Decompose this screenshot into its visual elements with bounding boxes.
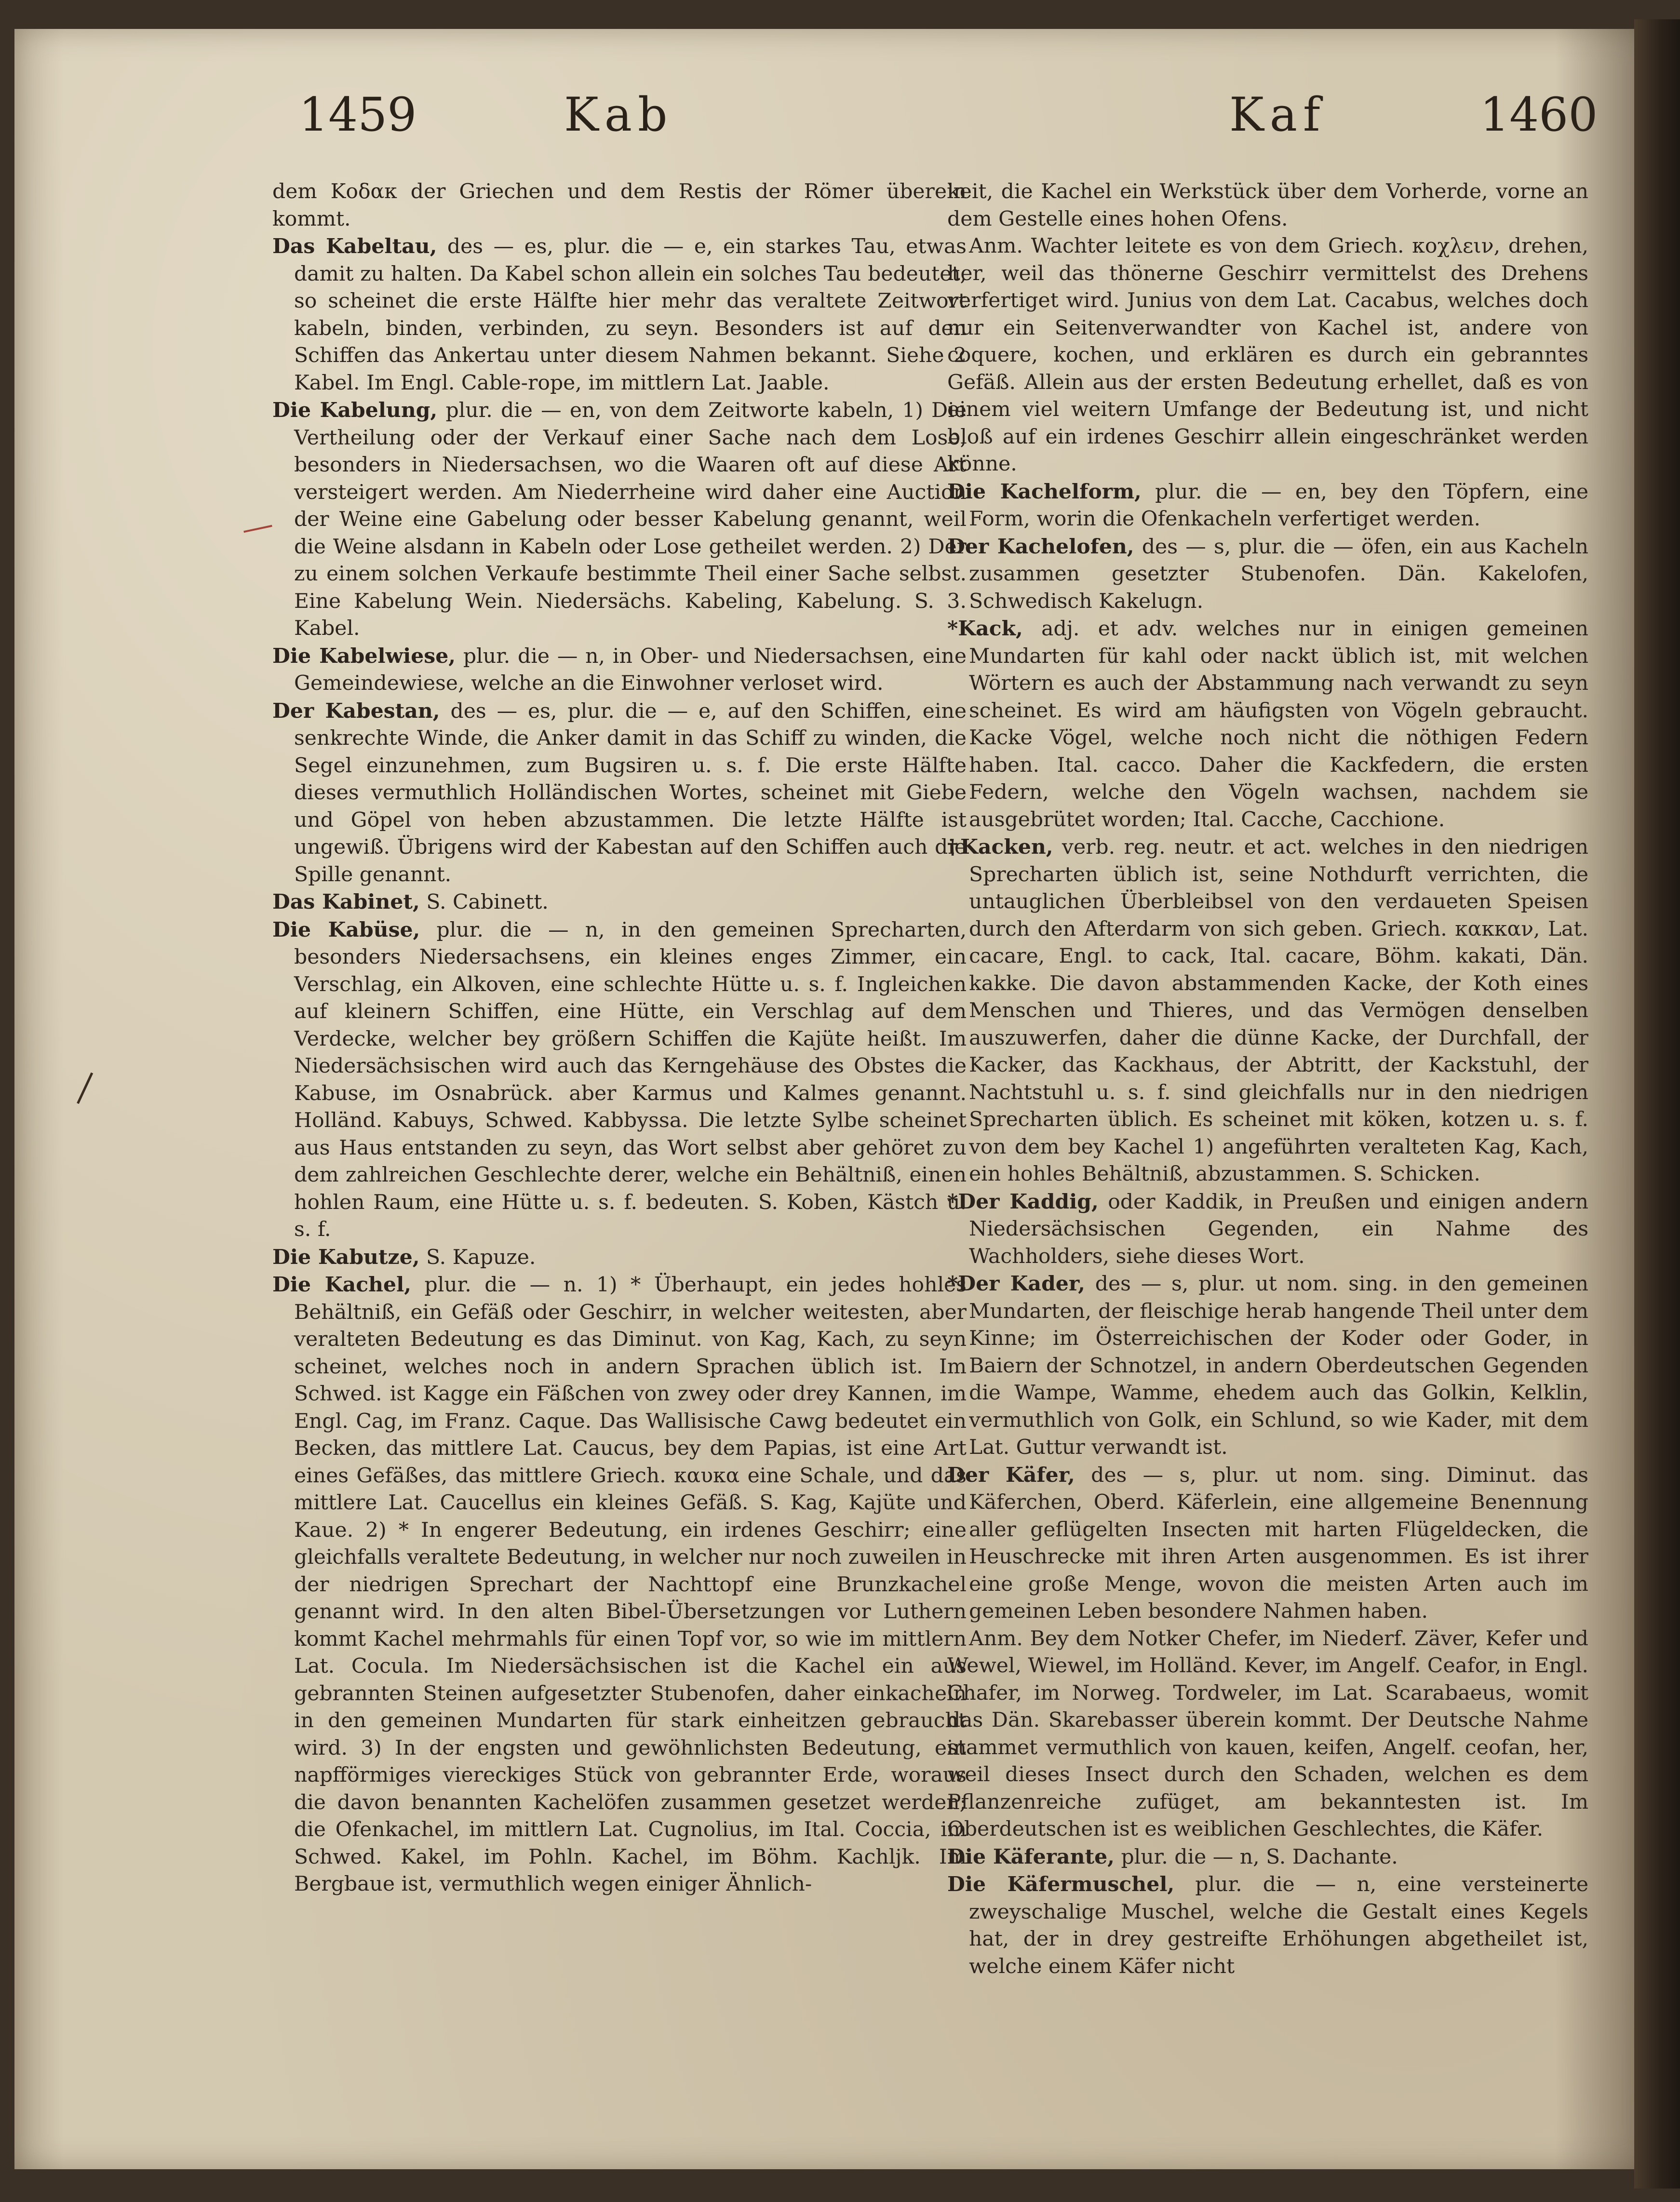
entry-headword: Die Kabelwiese, [272, 644, 456, 668]
entry-definition: des — es, plur. die — e, auf den Schiffen, eine senkrechte Winde, die Anker damit in das Schiff zu winden, die Segel einzunehmen, zum Bugsiren u. s. f. Die erste Hälfte dieses vermuthlich Holländischen Wortes, scheinet mit Giebe und Göpel von heben abzustammen. Die letzte Hälfte ist ungewiß. Übrigens wird der Kabestan auf den Schiffen auch die Spille genannt. [294, 699, 967, 886]
dictionary-entry [272, 698, 967, 889]
entry-definition: oder Kaddik, in Preußen und einigen andern Niedersächsischen Gegenden, ein Nahme des Wachholders, siehe dieses Wort. [969, 1190, 1588, 1268]
entry-headword: Die Kachelform, [947, 479, 1142, 504]
entry-definition: des — es, plur. die — e, ein starkes Tau, etwas damit zu halten. Da Kabel schon allein ein solches Tau bedeutet, so scheinet die erste Hälfte hier mehr das veraltete Zeitwort kabeln, binden, verbinden, zu seyn. Besonders ist auf den Schiffen das Ankertau unter diesem Nahmen bekannt. Siehe 2 Kabel. Im Engl. Cable-rope, im mittlern Lat. Jaable. [294, 235, 967, 395]
dictionary-entry [947, 478, 1588, 533]
entry-headword: *Kack, [947, 617, 1023, 641]
dictionary-entry [947, 1462, 1588, 1625]
dictionary-entry [272, 888, 967, 916]
adjacent-page-edge [1634, 19, 1680, 2189]
entry-definition: plur. die — n. 1) * Überhaupt, ein jedes hohles Behältniß, ein Gefäß oder Geschirr, in welcher weitesten, aber veralteten Bedeutung es das Diminut. von Kag, Kach, zu seyn scheinet, welches noch in andern Sprachen üblich ist. Im Schwed. ist Kagge ein Fäßchen von zwey oder drey Kannen, im Engl. Cag, im Franz. Caque. Das Wallisische Cawg bedeutet ein Becken, das mittlere Lat. Caucus, bey dem Papias, ist eine Art eines Gefäßes, das mittlere Griech. καυκα eine Schale, und das mittlere Lat. Caucellus ein kleines Gefäß. S. Kag, Kajüte und Kaue. 2) * In engerer Bedeutung, ein irdenes Geschirr; eine gleichfalls veraltete Bedeutung, in welcher nur noch zuweilen in der niedrigen Sprechart der Nachttopf eine Brunzkachel genannt wird. In den alten Bibel-Übersetzungen vor Luthern kommt Kachel mehrmahls für einen Topf vor, so wie im mittlern Lat. Cocula. Im Niedersächsischen ist die Kachel ein aus gebrannten Steinen aufgesetzter Stubenofen, daher einkacheln in den gemeinen Mundarten für stark einheitzen gebraucht wird. 3) In der engsten und gewöhnlichsten Bedeutung, ein napfförmiges viereckiges Stück von gebrannter Erde, woraus die davon benannten Kachelöfen zusammen gesetzet werden; die Ofenkachel, im mittlern Lat. Cugnolius, im Ital. Coccia, im Schwed. Kakel, im Pohln. Kachel, im Böhm. Kachljk. Im Bergbaue ist, vermuthlich wegen einiger Ähnlich- [294, 1273, 967, 1896]
entry-headword: Die Kabüse, [272, 917, 420, 942]
dictionary-entry [272, 397, 967, 643]
entry-headword: Der Kachelofen, [947, 534, 1134, 559]
entry-headword: *Der Kaddig, [947, 1189, 1099, 1214]
entry-definition: verb. reg. neutr. et act. welches in den niedrigen Sprecharten üblich ist, seine Nothdurft verrichten, die untauglichen Überbleibsel von den verdaueten Speisen durch den Afterdarm von sich geben. Griech. κακκαν, Lat. cacare, Engl. to cack, Ital. cacare, Böhm. kakati, Dän. kakke. Die davon abstammenden Kacke, der Koth eines Menschen und Thieres, und das Vermögen denselben auszuwerfen, daher die dünne Kacke, der Durchfall, der Kacker, das Kackhaus, der Abtritt, der Kackstuhl, der Nachtstuhl u. s. f. sind gleichfalls nur in den niedrigen Sprecharten üblich. Es scheinet mit köken, kotzen u. s. f. von dem bey Kachel 1) angeführten veralteten Kag, Kach, ein hohles Behältniß, abzustammen. S. Schicken. [969, 835, 1588, 1186]
dictionary-entry [947, 1270, 1588, 1462]
right-running-head: Kaf [1229, 88, 1326, 142]
right-page-number: 1460 [1480, 88, 1598, 142]
annotation-paragraph: Anm. Bey dem Notker Chefer, im Niederf. Zäver, Kefer und Wewel, Wiewel, im Holländ. Kever, im Angelf. Ceafor, in Engl. Chafer, im Norweg. Tordweler, im Lat. Scarabaeus, womit das Dän. Skarebasser überein kommt. Der Deutsche Nahme stammet vermuthlich von kauen, keifen, Angelf. ceofan, her, weil dieses Insect durch den Schaden, welchen es dem Pflanzenreiche zufüget, am bekanntesten ist. Im Oberdeutschen ist es weiblichen Geschlechtes, die Käfer. [947, 1626, 1588, 1841]
entry-headword: Die Käferante, [947, 1844, 1115, 1869]
entry-definition: plur. die — n, in den gemeinen Sprecharten, besonders Niedersachsens, ein kleines enges Zimmer, ein Verschlag, ein Alkoven, eine schlechte Hütte u. s. f. Ingleichen auf kleinern Schiffen, eine Hütte, ein Verschlag auf dem Verdecke, welcher bey größern Schiffen die Kajüte heißt. Im Niedersächsischen wird auch das Kerngehäuse des Obstes die Kabuse, im Osnabrück. aber Karmus und Kalmes genannt. Holländ. Kabuys, Schwed. Kabbyssa. Die letzte Sylbe scheinet aus Haus entstanden zu seyn, das Wort selbst aber gehöret zu dem zahlreichen Geschlechte derer, welche ein Behältniß, einen hohlen Raum, eine Hütte u. s. f. bedeuten. S. Koben, Kästch u. s. f. [294, 918, 967, 1241]
left-page-number: 1459 [299, 88, 417, 142]
dictionary-entry [947, 833, 1588, 1188]
entry-headword: Das Kabinet, [272, 890, 420, 914]
entry-definition: des — s, plur. ut nom. sing. Diminut. das Käferchen, Oberd. Käferlein, eine allgemeine Benennung aller geflügelten Insecten mit harten Flügeldecken, die Heuschrecke mit ihren Arten ausgenommen. Es ist ihrer eine große Menge, wovon die meisten Arten auch im gemeinen Leben besondere Nahmen haben. [969, 1463, 1588, 1623]
entry-definition: S. Kapuze. [419, 1245, 536, 1269]
entry-definition: des — s, plur. ut nom. sing. in den gemeinen Mundarten, der fleischige herab hangende Theil unter dem Kinne; im Österreichischen der Koder oder Goder, in Baiern der Schnotzel, in andern Oberdeutschen Gegenden die Wampe, Wamme, ehedem auch das Golkin, Kelklin, vermuthlich von Golk, ein Schlund, so wie Kader, mit dem Lat. Guttur verwandt ist. [969, 1272, 1589, 1459]
continued-text: dem Κοδακ der Griechen und dem Restis der Römer überein kommt. [272, 180, 967, 231]
dictionary-entry [947, 1188, 1588, 1271]
entry-headword: Die Käfermuschel, [947, 1872, 1175, 1896]
dictionary-entry [947, 1843, 1588, 1871]
entry-definition: plur. die — en, von dem Zeitworte kabeln, 1) Die Vertheilung oder der Verkauf einer Sache nach dem Lose, besonders in Niedersachsen, wo die Waaren oft auf diese Art versteigert werden. Am Niederrheine wird daher eine Auction der Weine eine Gabelung oder besser Kabelung genannt, weil die Weine alsdann in Kabeln oder Lose getheilet werden. 2) Der zu einem solchen Verkaufe bestimmte Theil einer Sache selbst. Eine Kabelung Wein. Niedersächs. Kabeling, Kabelung. S. 3. Kabel. [294, 399, 967, 640]
dictionary-entry [947, 615, 1588, 833]
entry-headword: Der Käfer, [947, 1463, 1075, 1487]
dictionary-entry [947, 533, 1588, 616]
dictionary-entry [272, 233, 967, 397]
entry-headword: Das Kabeltau, [272, 234, 437, 258]
entry-headword: *Der Kader, [947, 1272, 1085, 1296]
entry-definition: plur. die — n, in Ober- und Niedersachsen, eine Gemeindewiese, welche an die Einwohner verloset wird. [294, 644, 967, 695]
dictionary-entry [272, 1271, 967, 1898]
dictionary-entry [272, 1244, 967, 1272]
continued-text: keit, die Kachel ein Werkstück über dem Vorherde, vorne an dem Gestelle eines hohen Ofens. [947, 180, 1588, 231]
annotation-paragraph: Anm. Wachter leitete es von dem Griech. κοχλειν, drehen, her, weil das thönerne Geschirr vermittelst des Drehens verfertiget wird. Junius von dem Lat. Cacabus, welches doch nur ein Seitenverwandter von Kachel ist, andere von coquere, kochen, und erklären es durch ein gebranntes Gefäß. Allein aus der ersten Bedeutung erhellet, daß es von einem viel weitern Umfange der Bedeutung ist, und nicht bloß auf ein irdenes Geschirr allein eingeschränket werden könne. [947, 234, 1588, 476]
right-text-column [947, 178, 1588, 2107]
entry-definition: plur. die — en, bey den Töpfern, eine Form, worin die Ofenkacheln verfertiget werden. [969, 480, 1589, 531]
dictionary-entry [272, 643, 967, 698]
dictionary-entry [947, 1871, 1588, 1980]
left-text-column [272, 178, 967, 2107]
entry-definition: adj. et adv. welches nur in einigen gemeinen Mundarten für kahl oder nackt üblich ist, mit welchen Wörtern es auch der Abstammung nach verwandt zu seyn scheinet. Es wird am häufigsten von Vögeln gebraucht. Kacke Vögel, welche noch nicht die nöthigen Federn haben. Ital. cacco. Daher die Kackfedern, die ersten Federn, welche den Vögeln wachsen, nachdem sie ausgebrütet worden; Ital. Cacche, Cacchione. [969, 617, 1588, 832]
entry-definition: S. Cabinett. [419, 890, 549, 914]
entry-definition: des — s, plur. die — öfen, ein aus Kacheln zusammen gesetzter Stubenofen. Dän. Kakelofen, Schwedisch Kakelugn. [969, 535, 1588, 613]
entry-headword: Die Kabutze, [272, 1245, 420, 1269]
left-running-head: Kab [564, 88, 673, 142]
entry-headword: Der Kabestan, [272, 698, 440, 723]
entry-headword: †Kacken, [947, 835, 1053, 859]
dictionary-entry [272, 916, 967, 1244]
entry-definition: plur. die — n, eine versteinerte zweyschalige Muschel, welche die Gestalt eines Kegels hat, der in drey gestreifte Erhöhungen abgetheilet ist, welche einem Käfer nicht [969, 1873, 1588, 1978]
entry-headword: Die Kabelung, [272, 398, 438, 422]
entry-definition: plur. die — n, S. Dachante. [1114, 1845, 1398, 1869]
entry-headword: Die Kachel, [272, 1273, 412, 1297]
